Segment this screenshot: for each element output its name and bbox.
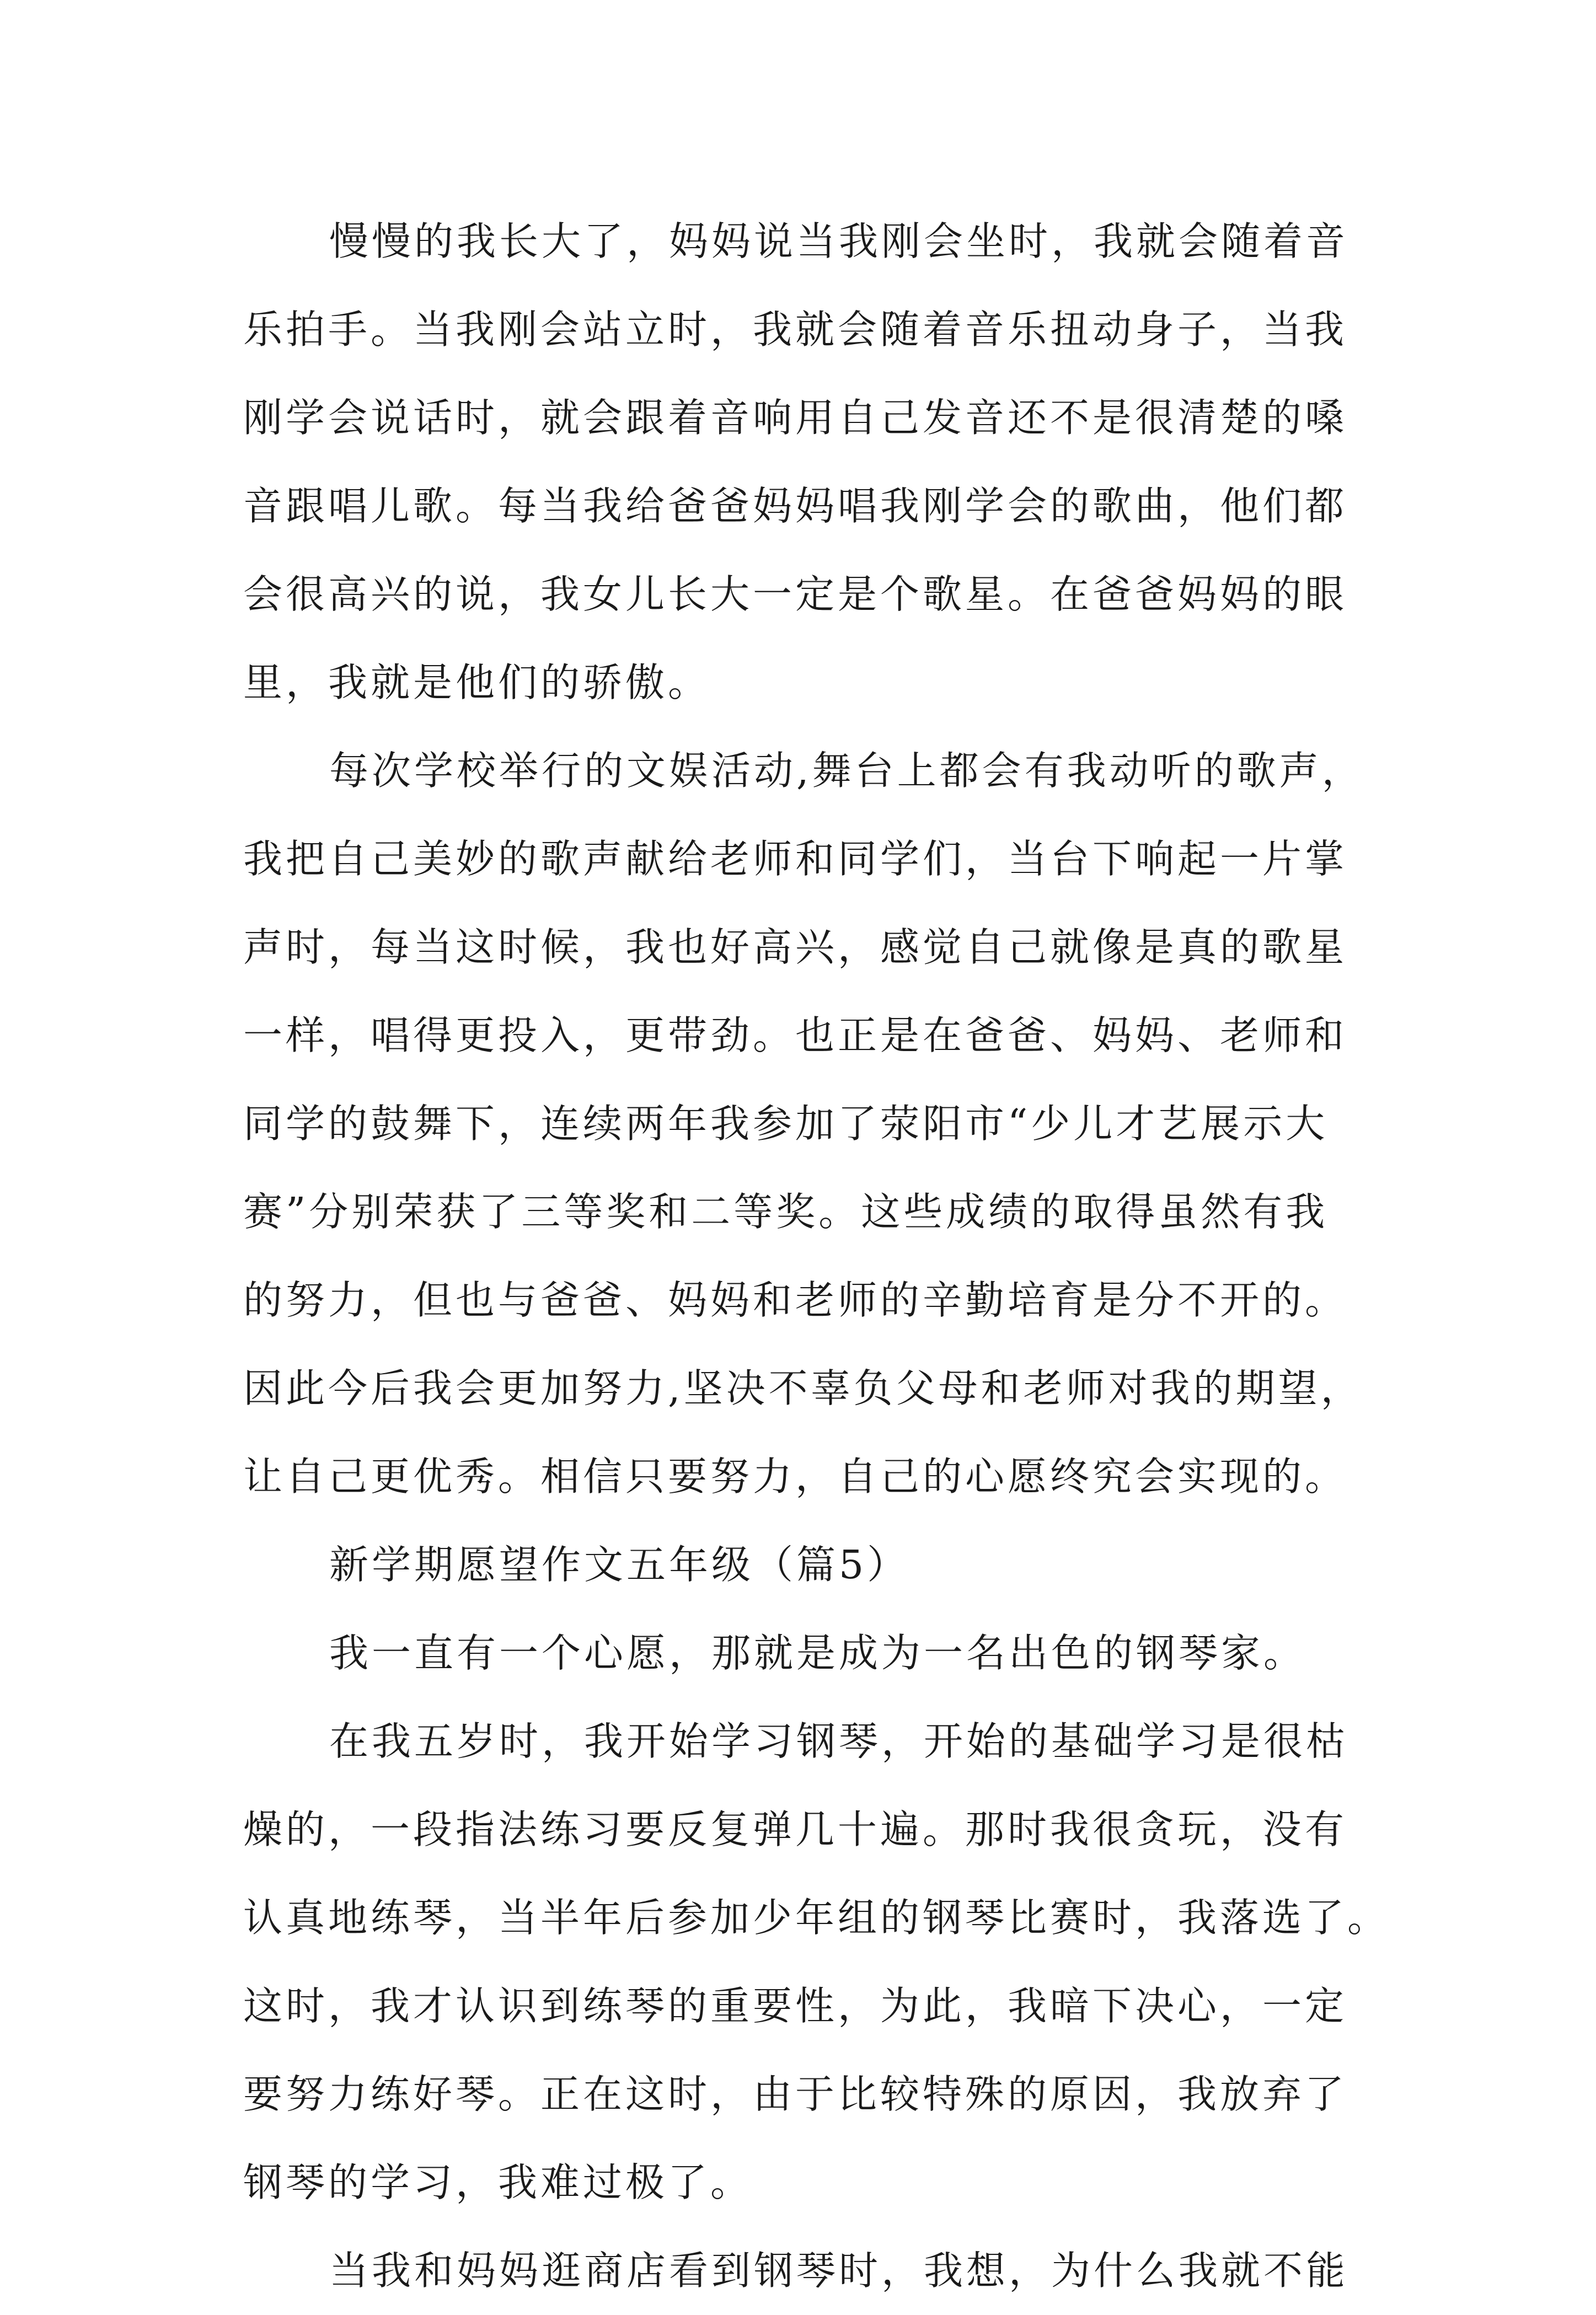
text-line: 要努力练好琴。正在这时，由于比较特殊的原因，我放弃了 [243,2071,1348,2117]
text-line: 燥的，一段指法练习要反复弹几十遍。那时我很贪玩，没有 [243,1807,1348,1852]
text-line: 每次学校举行的文娱活动,舞台上都会有我动听的歌声， [329,748,1364,794]
text-line: 认真地练琴，当半年后参加少年组的钢琴比赛时，我落选了。 [243,1895,1390,1941]
text-line: 让自己更优秀。相信只要努力，自己的心愿终究会实现的。 [243,1454,1348,1499]
text-line: 刚学会说话时，就会跟着音响用自己发音还不是很清楚的嗓 [243,395,1348,441]
text-line: 声时，每当这时候，我也好高兴，感觉自己就像是真的歌星 [243,924,1348,970]
text-line: 赛”分别荣获了三等奖和二等奖。这些成绩的取得虽然有我 [243,1189,1329,1235]
text-line: 我把自己美妙的歌声献给老师和同学们，当台下响起一片掌 [243,836,1348,882]
section-heading: 新学期愿望作文五年级（篇5） [329,1542,910,1588]
text-line: 一样，唱得更投入，更带劲。也正是在爸爸、妈妈、老师和 [243,1012,1348,1058]
text-line: 因此今后我会更加努力,坚决不辜负父母和老师对我的期望， [243,1365,1363,1411]
text-line: 当我和妈妈逛商店看到钢琴时，我想，为什么我就不能 [329,2248,1349,2293]
text-line: 在我五岁时，我开始学习钢琴，开始的基础学习是很枯 [329,1718,1349,1764]
text-line: 乐拍手。当我刚会站立时，我就会随着音乐扭动身子，当我 [243,307,1348,352]
text-line: 我一直有一个心愿，那就是成为一名出色的钢琴家。 [329,1630,1306,1676]
text-line: 里，我就是他们的骄傲。 [243,660,711,705]
text-line: 同学的鼓舞下，连续两年我参加了荥阳市“少儿才艺展示大 [243,1101,1329,1146]
text-line: 音跟唱儿歌。每当我给爸爸妈妈唱我刚学会的歌曲，他们都 [243,483,1348,529]
text-line: 钢琴的学习，我难过极了。 [243,2159,753,2205]
text-line: 的努力，但也与爸爸、妈妈和老师的辛勤培育是分不开的。 [243,1277,1348,1323]
text-line: 这时，我才认识到练琴的重要性，为此，我暗下决心，一定 [243,1983,1348,2029]
text-line: 会很高兴的说，我女儿长大一定是个歌星。在爸爸妈妈的眼 [243,571,1348,617]
text-line: 慢慢的我长大了，妈妈说当我刚会坐时，我就会随着音 [329,218,1349,264]
body-text [243,197,1390,2315]
